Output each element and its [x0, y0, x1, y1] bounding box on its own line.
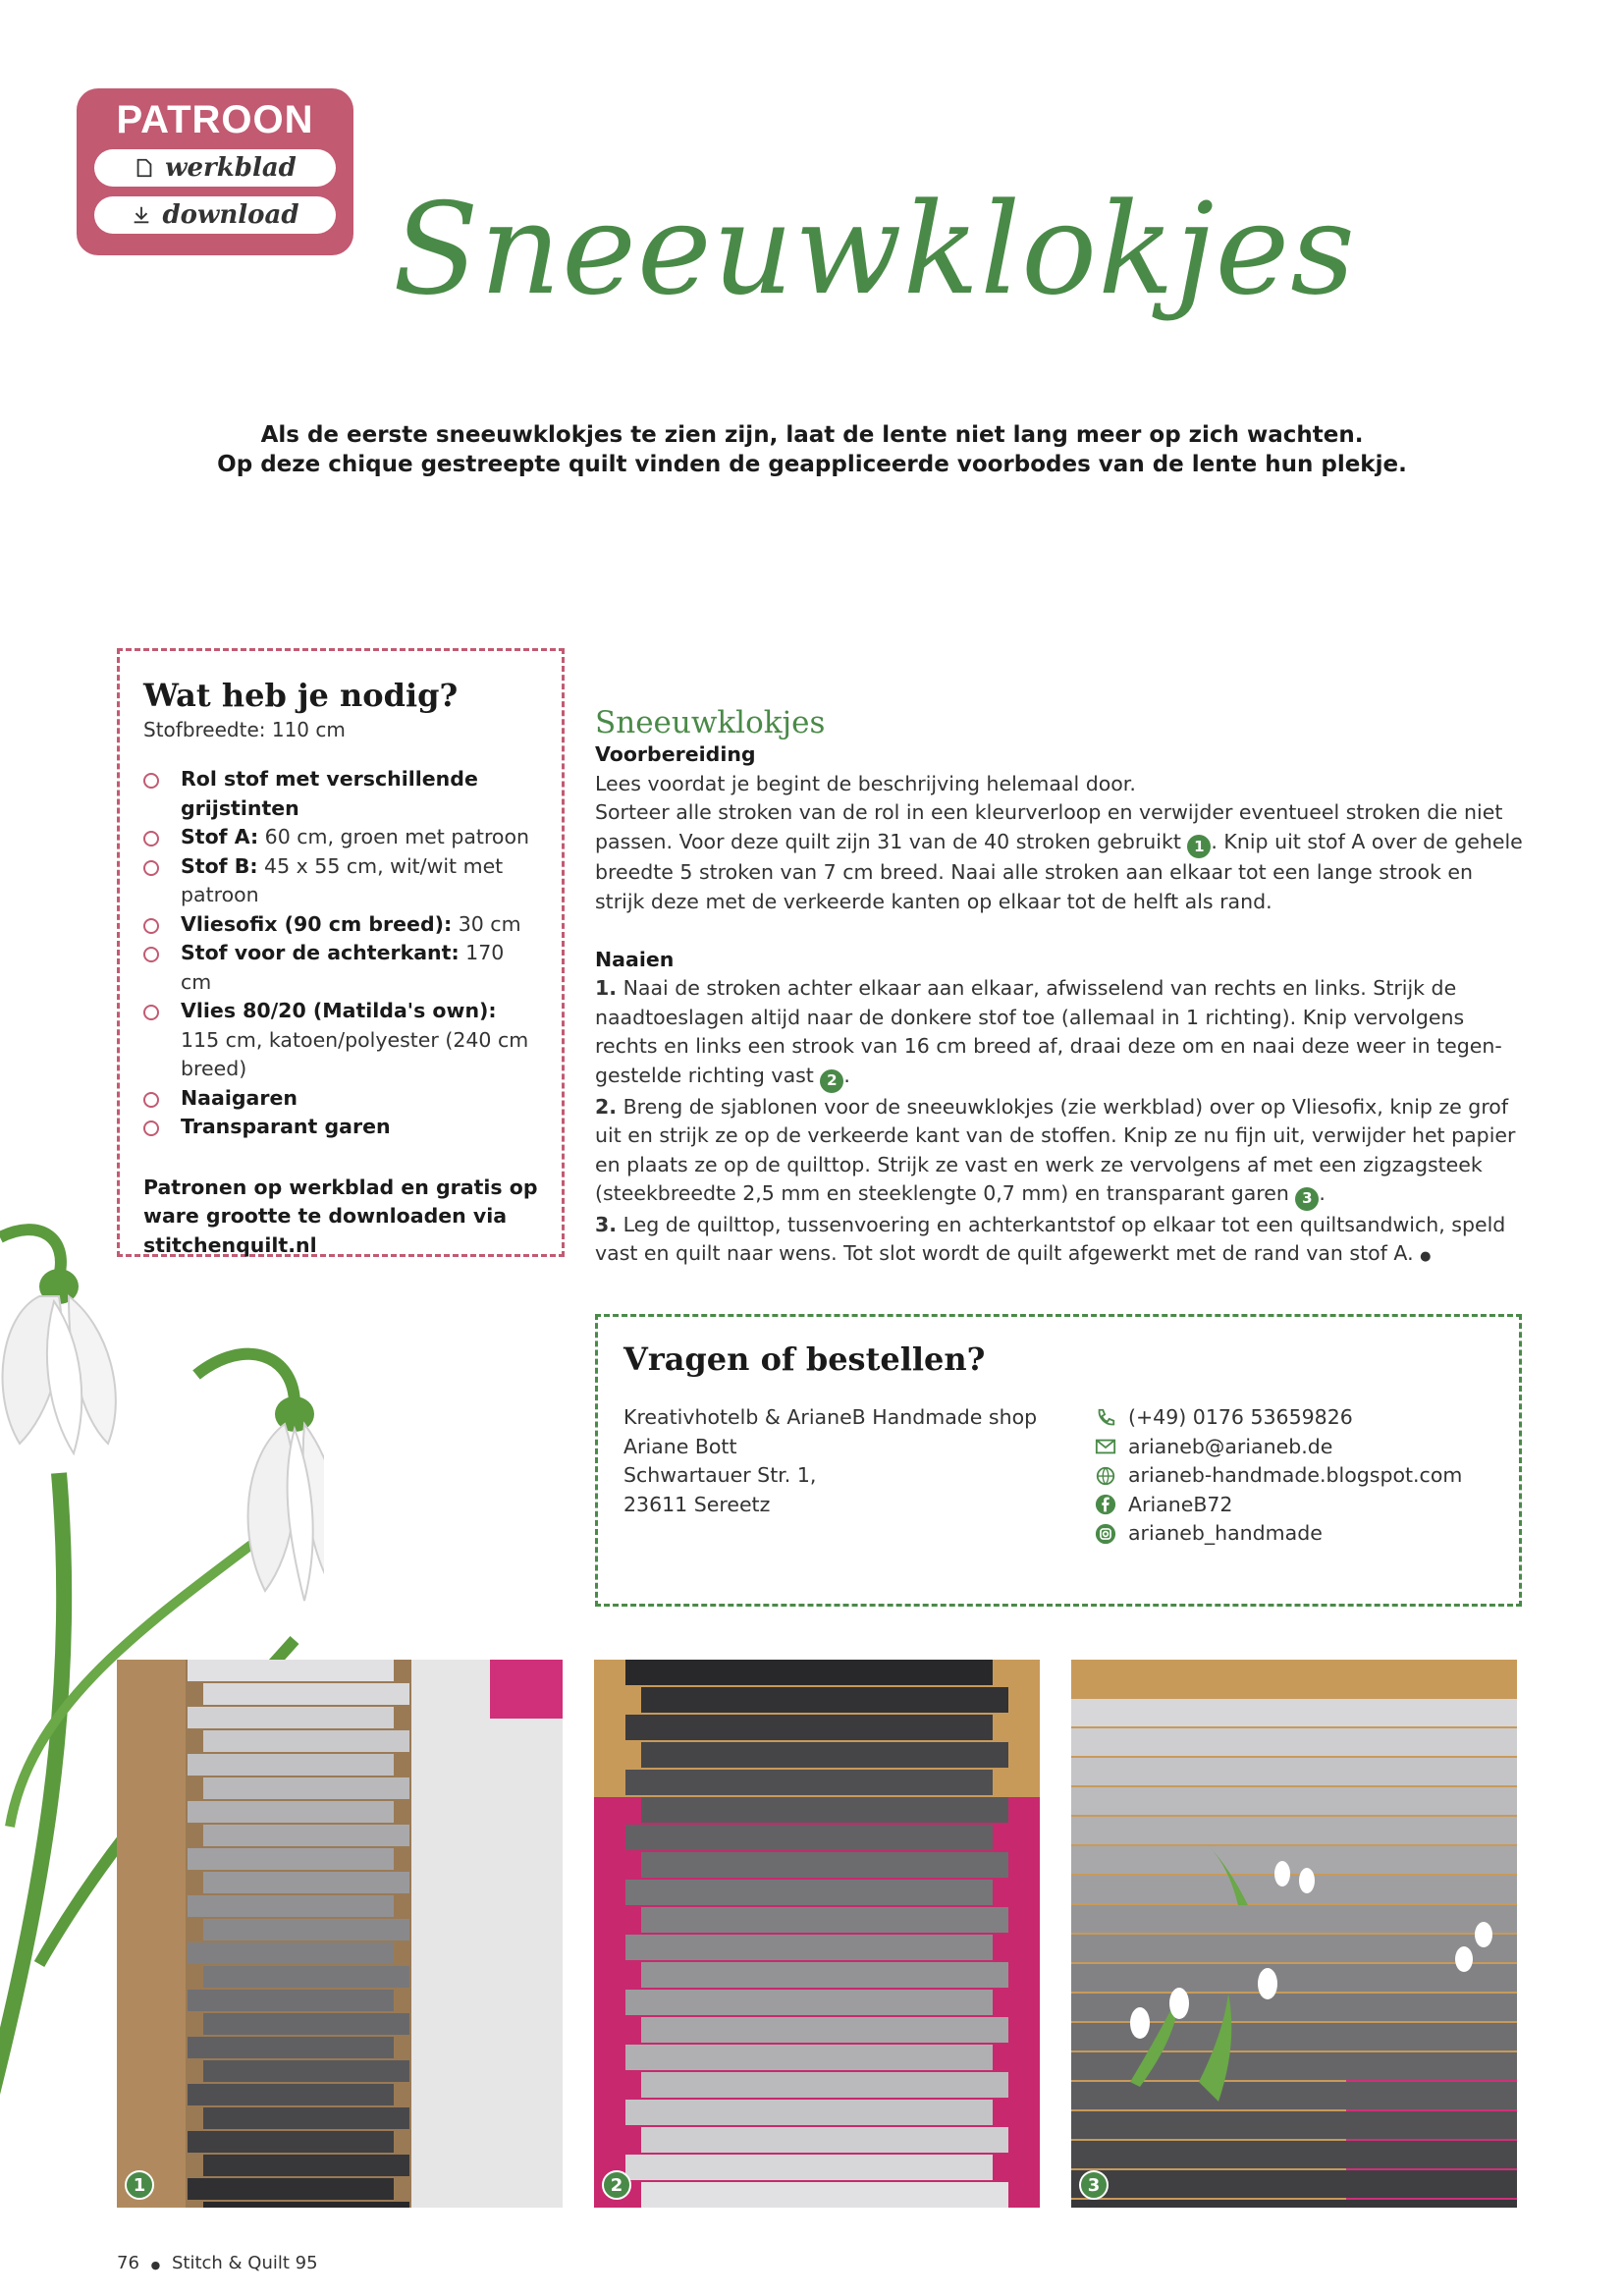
fabric-strip — [1071, 2082, 1517, 2109]
fabric-strip — [203, 1872, 409, 1893]
contact-address: Kreativhotelb & ArianeB Handmade shop Ariane Bott Schwartauer Str. 1, 23611 Sereetz — [623, 1405, 1038, 1516]
web-row: arianeb-handmade.blogspot.com — [1095, 1461, 1462, 1491]
fabric-strip — [203, 1919, 409, 1941]
fabric-strip — [1071, 1758, 1517, 1785]
fabric-strip — [625, 2155, 993, 2180]
intro-line-1: Als de eerste sneeuwklokjes te zien zijn, laat de lente niet lang meer op zich wachten. — [260, 422, 1364, 448]
worksheet-pill — [94, 149, 336, 187]
facebook-row: ArianeB72 — [1095, 1491, 1462, 1520]
step-2: 2. Breng de sjablonen voor de sneeuwklokjes (zie werkblad) over op Vliesofix, knip ze grof uit en strijk ze op de verkeerde kant van de stoffen. Knip ze nu fijn uit, verwijder het papier en plaats ze op de quilttop. Strijk ze vast en werk ze vervolgens af met een zigzagsteek (steekbreedte 2,5 mm en steeklengte 0,7 mm) en transparant garen 3 . — [595, 1093, 1528, 1211]
contact-title: Vragen of bestellen? — [623, 1340, 986, 1378]
fabric-strip — [1071, 1728, 1517, 1756]
magazine-name: Stitch & Quilt 95 — [171, 2253, 318, 2273]
pattern-badge — [77, 88, 353, 255]
fabric-strip — [188, 2131, 394, 2153]
fabric-strip — [625, 1715, 993, 1740]
fabric-strip — [641, 1742, 1008, 1768]
fabric-strip — [625, 1880, 993, 1905]
instagram-row: arianeb_handmade — [1095, 1519, 1462, 1549]
fabric-strip — [203, 1966, 409, 1988]
photo-ref-3: 3 — [1295, 1187, 1319, 1211]
fabric-strip — [203, 1730, 409, 1752]
globe-icon — [1095, 1465, 1116, 1487]
photo-number-2: 2 — [602, 2170, 631, 2200]
photo-2 — [594, 1660, 1040, 2208]
fabric-strip — [188, 2084, 394, 2105]
fabric-strip — [1071, 2111, 1517, 2139]
phone-icon — [1095, 1407, 1116, 1429]
photo-ref-2: 2 — [820, 1069, 843, 1093]
fabric-strip — [203, 1825, 409, 1846]
fabric-strip — [188, 1801, 394, 1823]
fabric-strip — [1071, 1876, 1517, 1903]
fabric-strip — [188, 1848, 394, 1870]
download-icon — [131, 204, 152, 226]
download-pill — [94, 196, 336, 234]
preparation-text-1: Lees voordat je begint de beschrijving helemaal door. — [595, 771, 1136, 795]
instagram-icon — [1095, 1523, 1116, 1545]
list-item: Stof voor de achterkant: 170 cm — [143, 939, 538, 997]
fabric-width: Stofbreedte: 110 cm — [143, 718, 346, 741]
fabric-strip — [188, 2037, 394, 2058]
requirements-list — [143, 765, 538, 1142]
photo-number-1: 1 — [125, 2170, 154, 2200]
fabric-strip — [188, 1707, 394, 1728]
fabric-strip — [1071, 1817, 1517, 1844]
step-3: 3. Leg de quilttop, tussenvoering en achterkantstof op elkaar tot een quiltsandwich, speld vast en quilt naar wens. Tot slot wordt de quilt afgewerkt met de rand van stof A. ● — [595, 1212, 1506, 1266]
list-item: Stof A: 60 cm, groen met patroon — [143, 823, 538, 852]
fabric-strip — [641, 1852, 1008, 1878]
fabric-strip — [188, 2178, 394, 2200]
fabric-strip — [641, 2017, 1008, 2043]
fabric-strip — [641, 1962, 1008, 1988]
fabric-strip — [1071, 1935, 1517, 1962]
preparation-text-2: Sorteer alle stroken van de rol in een kleurverloop en verwijder eventueel stroken die niet passen. Voor deze quilt zijn 31 van de 40 stroken gebruikt 1 . Knip uit stof A over de gehele breedte 5 stroken van 7 cm breed. Naai alle stroken aan elkaar tot een lange strook en strijk deze met de verkeerde kanten op elkaar tot de helft als rand. — [595, 800, 1523, 913]
fabric-strip — [203, 2060, 409, 2082]
fabric-strip — [1071, 2200, 1517, 2208]
fabric-strip — [625, 1770, 993, 1795]
fabric-strip — [641, 2182, 1008, 2208]
download-note: Patronen op werkblad en gratis op ware grootte te downloaden via stitchenquilt.nl — [143, 1175, 538, 1257]
fabric-strip — [625, 1825, 993, 1850]
sewing-heading: Naaien — [595, 947, 675, 971]
fabric-strip — [641, 1687, 1008, 1713]
list-item: Vliesofix (90 cm breed): 30 cm — [143, 910, 538, 940]
fabric-strip — [625, 1935, 993, 1960]
requirements-box — [117, 648, 565, 1257]
list-item: Vlies 80/20 (Matilda's own): 115 cm, katoen/polyester (240 cm breed) — [143, 997, 538, 1084]
photo-ref-1: 1 — [1187, 835, 1211, 858]
fabric-strip — [188, 1660, 394, 1681]
fabric-strip — [641, 1907, 1008, 1933]
facebook-icon — [1095, 1494, 1116, 1515]
list-item: Naaigaren — [143, 1084, 538, 1114]
fabric-strip — [1071, 1787, 1517, 1815]
email-row: arianeb@arianeb.de — [1095, 1433, 1462, 1462]
fabric-strip — [203, 1683, 409, 1705]
fabric-strip — [1071, 2170, 1517, 2198]
fabric-strip — [641, 2127, 1008, 2153]
fabric-strip — [1071, 1846, 1517, 1874]
fabric-strip — [203, 2107, 409, 2129]
download-label: download — [162, 200, 299, 230]
fabric-strip — [203, 2155, 409, 2176]
photo-1 — [117, 1660, 563, 2208]
instructions — [595, 705, 1528, 1272]
fabric-strip — [1071, 2141, 1517, 2168]
preparation-heading: Voorbereiding — [595, 742, 756, 766]
phone-row: (+49) 0176 53659826 — [1095, 1403, 1462, 1433]
contact-box — [595, 1314, 1522, 1607]
fabric-strip — [625, 2100, 993, 2125]
fabric-strip — [625, 1660, 993, 1685]
intro-line-2: Op deze chique gestreepte quilt vinden de geappliceerde voorbodes van de lente hun plekje. — [217, 452, 1407, 477]
fabric-strip — [625, 1990, 993, 2015]
fabric-strip — [641, 1797, 1008, 1823]
fabric-strip — [1071, 1699, 1517, 1726]
fabric-strip — [625, 2045, 993, 2070]
page-title: Sneeuwklokjes — [393, 177, 1356, 323]
page-icon — [134, 157, 155, 179]
fabric-strip — [1071, 1905, 1517, 1933]
requirements-title: Wat heb je nodig? — [143, 677, 459, 714]
instructions-title: Sneeuwklokjes — [595, 705, 826, 740]
fabric-strip — [1071, 1964, 1517, 1992]
fabric-strip — [188, 1895, 394, 1917]
fabric-strip — [188, 1942, 394, 1964]
fabric-strip — [203, 2013, 409, 2035]
contact-details — [1095, 1403, 1462, 1549]
footer-separator: ● — [150, 2259, 161, 2271]
fabric-strip — [203, 2202, 409, 2208]
intro-text — [147, 420, 1477, 479]
list-item: Rol stof met verschillende grijstinten — [143, 765, 538, 823]
fabric-strip — [188, 1990, 394, 2011]
fabric-strip — [641, 2072, 1008, 2098]
list-item: Stof B: 45 x 55 cm, wit/wit met patroon — [143, 852, 538, 910]
fabric-strip — [203, 1777, 409, 1799]
page-footer — [117, 2253, 318, 2273]
badge-title: PATROON — [116, 98, 314, 141]
photo-number-3: 3 — [1079, 2170, 1109, 2200]
page-number: 76 — [117, 2253, 139, 2273]
worksheet-label: werkblad — [165, 153, 297, 183]
fabric-strip — [188, 1754, 394, 1776]
step-1: 1. Naai de stroken achter elkaar aan elkaar, afwisselend van rechts en links. Strijk de naadtoeslagen altijd naar de donkere stof toe (allemaal in 1 richting). Knip vervolgens rechts en links een strook van 16 cm breed af, draai deze om en naai deze weer in tegengestelde richting vast 2 . — [595, 974, 1528, 1092]
mail-icon — [1095, 1436, 1116, 1457]
end-mark: ● — [1420, 1249, 1432, 1265]
photo-3 — [1071, 1660, 1517, 2208]
list-item: Transparant garen — [143, 1113, 538, 1142]
